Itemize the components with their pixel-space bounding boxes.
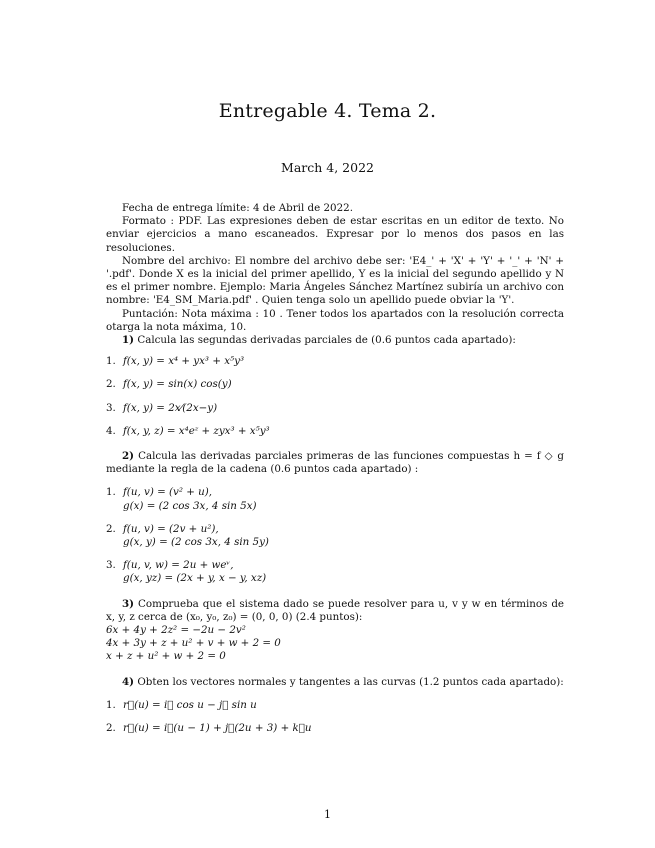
exercise-1-number: 1) bbox=[122, 334, 135, 347]
exercise-4-text: Obten los vectores normales y tangentes a las curvas (1.2 puntos cada apartado): bbox=[137, 675, 564, 688]
exercise-2-list bbox=[106, 486, 564, 585]
exercise-1-heading bbox=[106, 334, 564, 347]
list-item: 2. r⃗(u) = i⃗(u − 1) + j⃗(2u + 3) + k⃗u bbox=[106, 722, 312, 735]
exercise-1-list bbox=[106, 355, 564, 438]
exercise-2-number: 2) bbox=[122, 450, 135, 463]
exercise-4-number: 4) bbox=[122, 675, 135, 688]
exercise-3-number: 3) bbox=[122, 597, 135, 610]
list-item: 3. f(x, y) = 2x⁄(2x−y) bbox=[106, 401, 218, 414]
list-item: 1. r⃗(u) = i⃗ cos u − j⃗ sin u bbox=[106, 698, 257, 711]
intro-nombre: Nombre del archivo: El nombre del archivo debe ser: 'E4_' + 'X' + 'Y' + '_' + 'N' + '.pdf'. Donde X es la inicial del primer apellido, Y es la inicial del segundo apellido y N es el primer nombre. Ejemplo: Maria Ángeles Sánchez Martínez subiría un archivo con nombre: 'E4_SM_Maria.pdf' . Quien tenga solo un apellido puede obviar la 'Y'. bbox=[106, 254, 564, 307]
list-item: 1. f(u, v) = (v² + u), g(x) = (2 cos 3x, 4 sin 5x) bbox=[106, 486, 257, 512]
intro-formato: Formato : PDF. Las expresiones deben de estar escritas en un editor de texto. No enviar ejercicios a mano escaneados. Expresar por lo menos dos pasos en las resoluciones. bbox=[106, 215, 564, 254]
document-body bbox=[106, 202, 564, 735]
exercise-2-heading bbox=[106, 450, 564, 476]
list-item: 3. f(u, v, w) = 2u + weᵛ, g(x, yz) = (2x + y, x − y, xz) bbox=[106, 559, 267, 585]
equation-2: 4x + 3y + z + u² + v + w + 2 = 0 bbox=[106, 637, 281, 650]
page-number: 1 bbox=[324, 808, 331, 821]
exercise-1-text: Calcula las segundas derivadas parciales de (0.6 puntos cada apartado): bbox=[137, 334, 516, 347]
exercise-3-heading bbox=[106, 598, 564, 624]
equation-3: x + z + u² + w + 2 = 0 bbox=[106, 650, 226, 663]
equation-system bbox=[106, 624, 564, 664]
document-title: Entregable 4. Tema 2. bbox=[218, 100, 437, 122]
list-item: 2. f(u, v) = (2v + u²), g(x, y) = (2 cos 3x, 4 sin 5y) bbox=[106, 522, 269, 549]
list-item: 1. f(x, y) = x⁴ + yx³ + x⁵y³ bbox=[106, 355, 245, 368]
intro-puntuacion: Puntación: Nota máxima : 10 . Tener todos los apartados con la resolución correcta otarga la nota máxima, 10. bbox=[106, 307, 564, 333]
document-date: March 4, 2022 bbox=[281, 160, 374, 175]
list-item: 2. f(x, y) = sin(x) cos(y) bbox=[106, 378, 232, 391]
equation-1: 6x + 4y + 2z² = −2u − 2v² bbox=[106, 624, 246, 637]
intro-fecha: Fecha de entrega límite: 4 de Abril de 2022. bbox=[122, 202, 353, 214]
exercise-4-heading bbox=[106, 676, 564, 689]
exercise-2-text: Calcula las derivadas parciales primeras de las funciones compuestas h = f ◇ g mediante la regla de la cadena (0.6 puntos cada apartado) : bbox=[106, 450, 565, 476]
exercise-4-list bbox=[106, 699, 564, 735]
list-item: 4. f(x, y, z) = x⁴eᶻ + zyx³ + x⁵y³ bbox=[106, 424, 270, 437]
exercise-3-text: Comprueba que el sistema dado se puede resolver para u, v y w en términos de x, y, z cerca de (x₀, y₀, z₀) = (0, 0, 0) (2.4 puntos): bbox=[106, 597, 565, 623]
